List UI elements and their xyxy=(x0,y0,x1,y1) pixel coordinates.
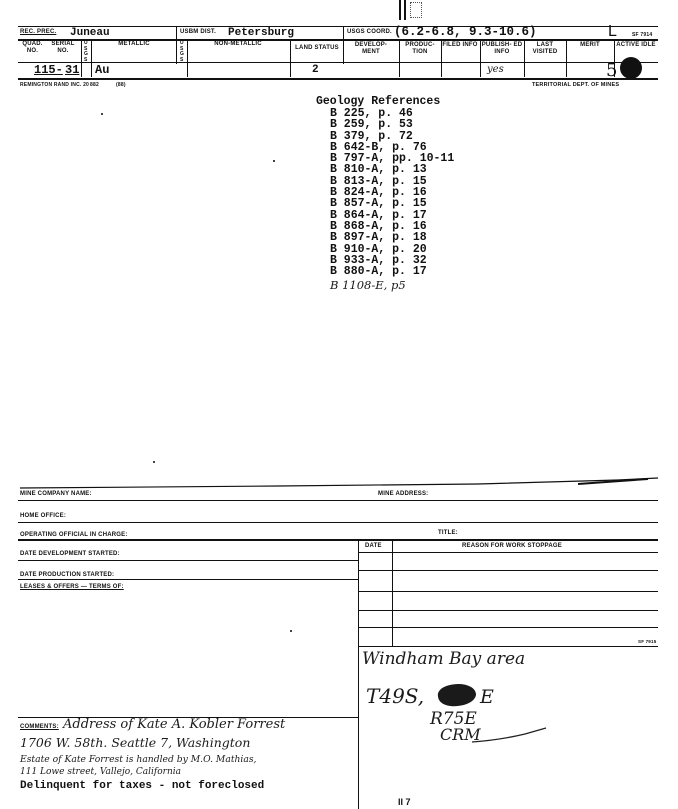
speck xyxy=(101,113,103,115)
meridian-note: CRM xyxy=(440,725,481,744)
col-merit: MERIT xyxy=(580,42,600,48)
date-production-started-label: DATE PRODUCTION STARTED: xyxy=(20,572,115,578)
col-development: DEVELOP- MENT xyxy=(354,42,388,55)
speck xyxy=(153,461,155,463)
geology-ref: B 864-A, p. 17 xyxy=(330,208,427,222)
col-published-info: PUBLISH- ED INFO xyxy=(481,42,523,55)
col-non-metallic: NON-METALLIC xyxy=(214,41,262,47)
usgs-coord-value: (6.2-6.8, 9.3-10.6) xyxy=(394,25,537,39)
col-metallic: METALLIC xyxy=(118,41,150,47)
rec-prec-value: Juneau xyxy=(70,27,110,39)
fold-line xyxy=(18,470,663,492)
col-usgs-nonmetallic: U S G S xyxy=(180,40,185,63)
metallic-value: Au xyxy=(95,63,110,77)
usgs-coord-label: USGS COORD. xyxy=(347,29,392,35)
footer-mark: II 7 xyxy=(398,797,411,807)
top-binder-mark xyxy=(399,0,425,20)
active-dot xyxy=(620,57,642,79)
comment-line-4: 111 Lowe street, Vallejo, California xyxy=(20,767,182,777)
geology-ref: B 259, p. 53 xyxy=(330,118,413,132)
form-number-bottom: SF 7915 xyxy=(638,639,657,644)
comments-label: COMMENTS: xyxy=(20,724,59,730)
home-office-label: HOME OFFICE: xyxy=(20,513,67,519)
date-development-started-label: DATE DEVELOPMENT STARTED: xyxy=(20,551,120,557)
geology-ref: B 910-A, p. 20 xyxy=(330,242,427,256)
geology-ref: B 897-A, p. 18 xyxy=(330,231,427,245)
stoppage-reason-header: REASON FOR WORK STOPPAGE xyxy=(462,543,562,549)
quad-no-value: 115- xyxy=(34,63,63,77)
printer-code-2: (88) xyxy=(116,82,126,88)
area-note: Windham Bay area xyxy=(362,649,526,669)
geology-ref: B 797-A, pp. 10-11 xyxy=(330,152,455,166)
merit-value: 5 xyxy=(606,60,618,81)
comment-line-3: Estate of Kate Forrest is handled by M.O. Mathias, xyxy=(20,754,257,765)
range-note: R75E xyxy=(430,709,477,729)
col-last-visited: LAST VISITED xyxy=(532,42,558,55)
geology-handwritten-ref: B 1108-E, p5 xyxy=(330,278,406,293)
mine-address-label: MINE ADDRESS: xyxy=(378,491,429,497)
col-usgs-metallic: U S G S xyxy=(84,40,89,63)
operating-official-label: OPERATING OFFICIAL IN CHARGE: xyxy=(20,532,128,538)
col-production: PRODUC- TION xyxy=(405,42,435,55)
comment-line-2: 1706 W. 58th. Seattle 7, Washington xyxy=(20,735,251,750)
comment-line-5: Delinquent for taxes - not foreclosed xyxy=(20,780,265,792)
geology-ref: B 857-A, p. 15 xyxy=(330,197,427,211)
speck xyxy=(273,160,275,162)
usbm-dist-value: Petersburg xyxy=(228,27,295,39)
leases-offers-label: LEASES & OFFERS — TERMS OF: xyxy=(20,584,124,590)
meridian-underline xyxy=(470,726,550,746)
geology-ref: B 225, p. 46 xyxy=(330,107,413,120)
township-range-note: E xyxy=(480,686,494,708)
col-quad-no: QUAD. NO. xyxy=(22,41,43,54)
geology-ref: B 810-A, p. 13 xyxy=(330,163,427,177)
printer-line: REMINGTON RAND INC. 20 xyxy=(20,82,90,88)
geology-title: Geology References xyxy=(316,95,441,108)
land-status-value: 2 xyxy=(312,64,319,76)
col-land-status: LAND STATUS xyxy=(295,45,339,51)
township-note: T49S, xyxy=(366,684,425,708)
col-active-idle: ACTIVE IDLE xyxy=(616,42,656,48)
header-bottom-border xyxy=(18,78,658,80)
stoppage-table-left xyxy=(358,539,359,809)
geology-ref: B 933-A, p. 32 xyxy=(330,253,427,267)
stoppage-date-divider xyxy=(392,539,393,646)
geology-ref: B 868-A, p. 16 xyxy=(330,219,427,233)
published-info-value: yes xyxy=(487,64,504,75)
geology-ref: B 642-B, p. 76 xyxy=(330,140,427,154)
form-number-top: SF 7914 xyxy=(632,32,653,38)
speck xyxy=(290,630,292,632)
geology-ref: B 880-A, p. 17 xyxy=(330,265,427,279)
usbm-dist-label: USBM DIST. xyxy=(180,29,217,35)
stoppage-date-header: DATE xyxy=(365,543,382,549)
geology-ref-list xyxy=(330,108,454,292)
col-filed-info: FILED INFO xyxy=(442,42,478,48)
col-serial-no: SERIAL NO. xyxy=(51,41,75,54)
dept-name: TERRITORIAL DEPT. OF MINES xyxy=(532,82,620,88)
printer-code: 882 xyxy=(90,82,99,88)
scribble-mark xyxy=(437,681,478,708)
header-row2-border xyxy=(18,62,658,63)
corner-mark: L xyxy=(608,23,617,40)
serial-no-value: 31 xyxy=(65,63,80,77)
header-top-border xyxy=(18,26,658,27)
title-label: TITLE: xyxy=(438,530,458,536)
mine-company-name-label: MINE COMPANY NAME: xyxy=(20,491,92,497)
comment-line-1: Address of Kate A. Kobler Forrest xyxy=(63,717,286,732)
geology-ref: B 813-A, p. 15 xyxy=(330,174,427,188)
geology-ref: B 824-A, p. 16 xyxy=(330,186,427,200)
rec-prec-label: REC. PREC. xyxy=(20,29,57,35)
geology-ref: B 379, p. 72 xyxy=(330,129,413,143)
